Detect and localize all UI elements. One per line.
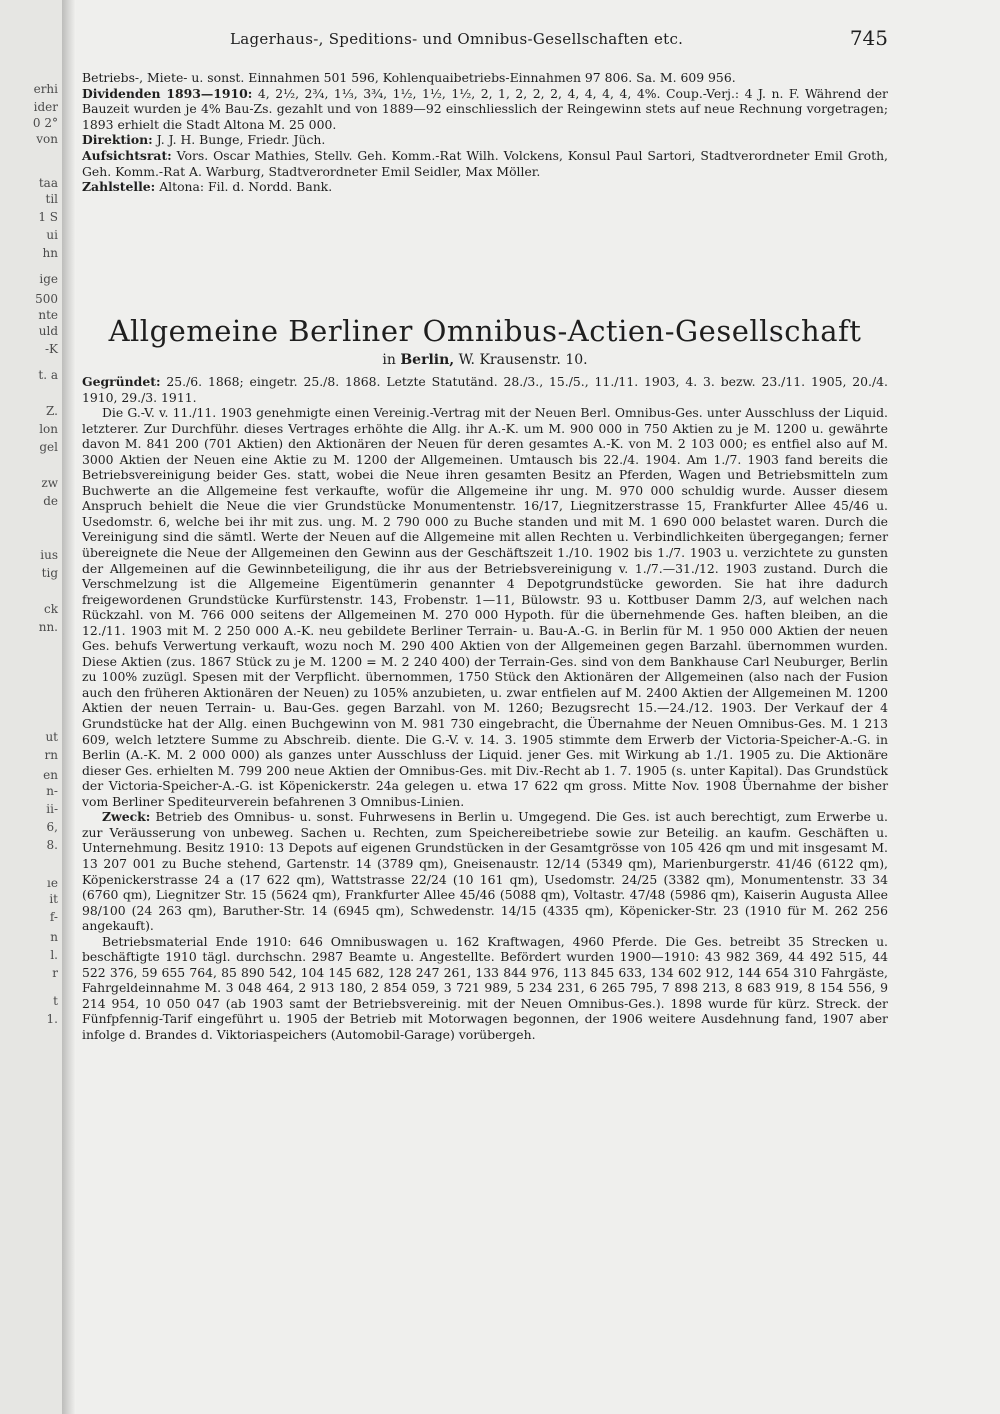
purpose-text: Betrieb des Omnibus- u. sonst. Fuhrwesens in Berlin u. Umgegend. Die Ges. ist auch berechtigt, zum Erwerbe u. zur Veräusserung von unbeweg. Sachen u. Rechten, zum Speichereibetriebe sowie zur Beteilig. an kaufm. Geschäften u. Unternehmung. Besitz 1910: 13 Depots auf eigenen Grundstücken in der Gesamtgrösse von 105 426 qm und mit insgesamt M. 13 207 001 zu Buche stehend, Gartenstr. 14 (3789 qm), Gneisenaustr. 12/14 (5349 qm), Marienburgerstr. 41/46 (6122 qm), Köpenickerstrasse 24 a (17 622 qm), Wattstrasse 22/24 (10 161 qm), Usedomstr. 24/25 (3382 qm), Monumentenstr. 33 34 (6760 qm), Liegnitzer Str. 15 (5624 qm), Frankfurter Allee 45/46 (5088 qm), Voltastr. 47/48 (5986 qm), Kaiserin Augusta Allee 98/100 (24 263 qm), Baruther-Str. 14 (6945 qm), Schwedenstr. 14/15 (4335 qm), Köpenicker-Str. 23 (1910 für M. 262 256 angekauft). [82,809,888,934]
gutter-fragment: 1. [46,1012,58,1026]
operating-material-paragraph: Betriebsmaterial Ende 1910: 646 Omnibuswagen u. 162 Kraftwagen, 4960 Pferde. Die Ges. betreibt 35 Strecken u. beschäftigte 1910 tägl. durchschn. 2987 Beamte u. Angestellte. Befördert wurden 1900—1910: 43 982 369, 44 492 515, 44 522 376, 59 655 764, 85 890 542, 104 145 682, 128 247 261, 133 844 976, 113 845 633, 134 602 912, 144 654 310 Fahrgäste, Fahrgeldeinnahme M. 3 048 464, 2 913 180, 2 854 059, 3 721 989, 5 234 231, 6 265 795, 7 898 213, 8 683 919, 8 154 556, 9 214 954, 10 050 047 (ab 1903 samt der Betriebsvereinig. mit der Neuen Omnibus-Ges.). 1898 wurde für kürz. Streck. der Fünfpfennig-Tarif eingeführt u. 1905 der Betrieb mit Motorwagen begonnen, der 1906 weitere Ausdehnung fand, 1907 aber infolge d. Brandes d. Viktoriaspeichers (Automobil-Garage) vorübergeh. [82,933,888,1042]
gutter-fragment: nte [38,308,58,322]
paying-agent-paragraph [82,179,888,195]
management-paragraph [82,132,888,148]
gutter-fragment: 1 S [38,210,58,224]
previous-entry-tail [82,70,888,195]
gutter-fragment: de [43,494,58,508]
gutter-fragment: ck [44,602,58,616]
location-prefix: in [382,352,396,368]
gutter-fragment: en [43,768,58,782]
company-location [82,352,888,368]
gutter-fragment: f- [49,910,58,924]
gutter-fragment: n [50,930,58,944]
company-entry-body [82,374,888,1043]
gutter-fragment: taa [38,176,58,190]
gutter-fragment: Z. [46,404,58,418]
gutter-fragment: von [36,132,58,146]
gutter-fragment: 6, [46,820,58,834]
management-label: Direktion: [82,132,153,148]
purpose-paragraph [82,809,888,933]
company-address: W. Krausenstr. 10. [458,352,588,368]
gutter-fragment: ut [45,730,58,744]
gutter-fragment: zw [41,476,58,490]
gutter-fragment: n- [46,784,58,798]
gutter-fragment: 0 2° [32,116,58,130]
supervisory-board-text: Vors. Oscar Mathies, Stellv. Geh. Komm.-Rat Wilh. Volckens, Konsul Paul Sartori, Stadtverordneter Emil Groth, Geh. Komm.-Rat A. Warburg, Stadtverordneter Emil Seidler, Max Möller. [82,147,888,179]
gutter-fragment: ider [33,100,58,114]
founded-text: 25./6. 1868; eingetr. 25./8. 1868. Letzte Statutänd. 28./3., 15./5., 11./11. 1903, 4. 3. bezw. 23./11. 1905, 20./4. 1910, 29./3. 1911. [82,374,888,405]
gutter-fragment: nn. [38,620,58,634]
page [82,0,888,1414]
gutter-fragment: 8. [46,838,58,852]
founded-paragraph [82,374,888,405]
gutter-fragment: it [49,892,58,906]
gutter-fragment: -K [44,342,58,356]
founded-label: Gegründet: [82,374,161,389]
paying-agent-label: Zahlstelle: [82,179,156,195]
book-spine-shadow [62,0,76,1414]
supervisory-board-label: Aufsichtsrat: [82,147,172,163]
gutter-fragment: hn [42,246,58,260]
company-city: Berlin, [400,352,455,368]
running-head [82,26,888,50]
dividends-paragraph [82,86,888,133]
gutter-fragment: til [45,192,58,206]
dividends-text: 4, 2½, 2¾, 1⅓, 3¾, 1½, 1½, 1½, 2, 1, 2, 2, 2, 4, 4, 4, 4, 4%. Coup.-Verj.: 4 J. n. F. Während der Bauzeit wurden je 4% Bau-Zs. gezahlt und von 1889—92 einschliesslich der Reingewinn stets auf neue Rechnung vorgetragen; 1893 erhielt die Stadt Altona M. 25 000. [82,85,888,132]
gutter-fragment: 500 [35,292,58,306]
dividends-label: Dividenden 1893—1910: [82,85,253,101]
management-text: J. J. H. Bunge, Friedr. Jüch. [156,132,326,148]
gutter-fragment: lon [39,422,58,436]
running-title: Lagerhaus-, Speditions- und Omnibus-Gesellschaften etc. [230,30,684,48]
income-paragraph: Betriebs-, Miete- u. sonst. Einnahmen 501 596, Kohlenquaibetriebs-Einnahmen 97 806. Sa. M. 609 956. [82,70,736,85]
gutter-fragment: r [52,966,58,980]
gutter-fragment: ıe [47,876,58,890]
gutter-fragment: rn [44,748,58,762]
page-number: 745 [849,26,888,50]
gutter-fragment: uld [38,324,58,338]
adjacent-page-gutter [0,0,62,1414]
supervisory-board-paragraph [82,148,888,179]
paying-agent-text: Altona: Fil. d. Nordd. Bank. [159,179,333,195]
gutter-fragment: ius [40,548,58,562]
gutter-fragment: l. [50,948,58,962]
gutter-fragment: tig [41,566,58,580]
gutter-fragment: t [53,994,58,1008]
gutter-fragment: ige [39,272,58,286]
company-title: Allgemeine Berliner Omnibus-Actien-Gesellschaft [108,314,862,348]
purpose-label: Zweck: [102,809,151,825]
gutter-fragment: gel [39,440,58,454]
merger-paragraph: Die G.-V. v. 11./11. 1903 genehmigte einen Vereinig.-Vertrag mit der Neuen Berl. Omnibus-Ges. unter Ausschluss der Liquid. letzterer. Zur Durchführ. dieses Vertrages erhöhte die Allg. ihr A.-K. um M. 900 000 in 750 Aktien zu je M. 1200 u. gewährte davon M. 841 200 (701 Aktien) den Aktionären der Neuen für deren gesamtes A.-K. von M. 2 103 000; es entfiel also auf M. 3000 Aktien der Neuen eine Aktie zu M. 1200 der Allgemeinen. Umtausch bis 22./4. 1904. Am 1./7. 1903 fand bereits die Betriebsvereinigung beider Ges. statt, wobei die Neue ihren gesamten Besitz an Pferden, Wagen und Betriebsmitteln zum Buchwerte an die Allgemeine fest verkaufte, wofür die Allgemeine ihr ung. M. 970 000 schuldig wurde. Ausser diesem Anspruch behielt die Neue die vier Grundstücke Monumentenstr. 16/17, Liegnitzerstrasse 15, Frankfurter Allee 45/46 u. Usedomstr. 6, welche bei ihr mit zus. ung. M. 2 790 000 zu Buche standen und mit M. 1 690 000 belastet waren. Durch die Vereinigung sind die sämtl. Werte der Neuen auf die Allgemeine mit allen Rechten u. Verbindlichkeiten übergegangen; ferner übereignete die Neue der Allgemeinen den Gewinn aus der Geschäftszeit 1./10. 1902 bis 1./7. 1903 u. verzichtete zu gunsten der Allgemeinen auf die Gewinnbeteiligung, die ihr aus der Betriebsvereinigung v. 1./7.—31./12. 1903 zustand. Durch die Verschmelzung ist die Allgemeine Eigentümerin genannter 4 Depotgrundstücke geworden. Sie hat ihre dadurch freigewordenen Grundstücke Kurfürstenstr. 143, Frobenstr. 1—11, Bülowstr. 93 u. Kottbuser Damm 2/3, auf welchen nach Rückzahl. von M. 766 000 seitens der Allgemeinen M. 270 000 Hypoth. für die übernehmende Ges. haften bleiben, an die 12./11. 1903 mit M. 2 250 000 A.-K. neu gebildete Berliner Terrain- u. Bau-A.-G. in Berlin für M. 1 950 000 Aktien der neuen Ges. behufs Verwertung verkauft, wozu noch M. 290 400 Aktien von der Allgemeinen gegen Barzahl. übernommen wurden. Diese Aktien (zus. 1867 Stück zu je M. 1200 = M. 2 240 400) der Terrain-Ges. sind von dem Bankhause Carl Neuburger, Berlin zu 100% zuzügl. Spesen mit der Verpflicht. übernommen, 1750 Stück den Aktionären der Allgemeinen (also nach der Fusion auch den früheren Aktionären der Neuen) zu 105% anzubieten, u. zwar entfielen auf M. 2400 Aktien der Allgemeinen M. 1200 Aktien der neuen Terrain- u. Bau-Ges. gegen Barzahl. von M. 1260; Bezugsrecht 15.—24./12. 1903. Der Verkauf der 4 Grundstücke hat der Allg. einen Buchgewinn von M. 981 730 eingebracht, die Übernahme der Neuen Omnibus-Ges. M. 1 213 609, welch letztere Summe zu Abschreib. diente. Die G.-V. v. 14. 3. 1905 stimmte dem Erwerb der Victoria-Speicher-A.-G. in Berlin (A.-K. M. 2 000 000) als ganzes unter Ausschluss der Liquid. jener Ges. mit Wirkung ab 1./1. 1905 zu. Die Aktionäre dieser Ges. erhielten M. 799 200 neue Aktien der Omnibus-Ges. mit Div.-Recht ab 1. 7. 1905 (s. unter Kapital). Das Grundstück der Victoria-Speicher-A.-G. ist Köpenickerstr. 24a gelegen u. etwa 17 622 qm gross. Mitte Nov. 1908 Übernahme der bisher vom Berliner Spediteurverein befahrenen 3 Omnibus-Linien. [82,405,888,809]
gutter-fragment: ii- [46,802,58,816]
gutter-fragment: erhi [33,82,58,96]
gutter-fragment: ui [46,228,58,242]
gutter-fragment: t. a [38,368,58,382]
